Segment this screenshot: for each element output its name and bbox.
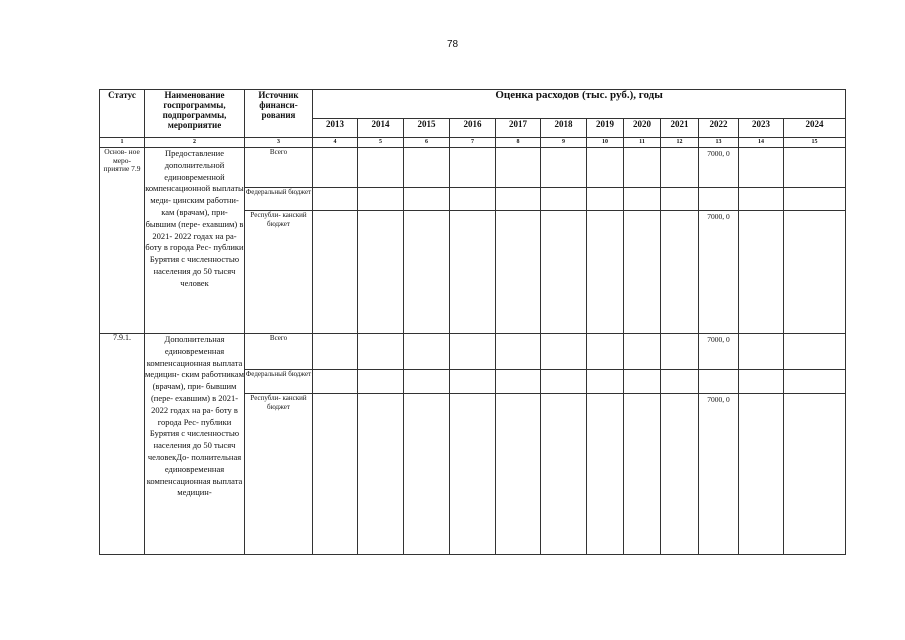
source-cell: Всего — [245, 334, 313, 370]
column-number: 2 — [145, 138, 245, 148]
source-cell: Федеральный бюджет — [245, 370, 313, 394]
source-cell: Республи- канский бюджет — [245, 394, 313, 555]
column-number: 3 — [245, 138, 313, 148]
year-header: 2023 — [739, 119, 784, 138]
source-cell: Всего — [245, 148, 313, 188]
year-header: 2018 — [541, 119, 587, 138]
source-cell: Республи- канский бюджет — [245, 211, 313, 334]
table-row — [100, 148, 846, 188]
value-2022-cell: 7000, 0 — [699, 394, 739, 555]
year-header: 2019 — [587, 119, 624, 138]
column-number: 11 — [624, 138, 661, 148]
value-2022-cell — [699, 188, 739, 211]
value-2022-cell — [699, 370, 739, 394]
year-header: 2014 — [358, 119, 404, 138]
table-row — [100, 334, 846, 370]
column-number: 7 — [450, 138, 496, 148]
column-number: 14 — [739, 138, 784, 148]
year-header: 2024 — [784, 119, 846, 138]
year-header: 2017 — [496, 119, 541, 138]
column-number: 13 — [699, 138, 739, 148]
year-header: 2022 — [699, 119, 739, 138]
value-2022-cell: 7000, 0 — [699, 211, 739, 334]
header-estimate: Оценка расходов (тыс. руб.), годы — [313, 90, 846, 119]
year-header: 2021 — [661, 119, 699, 138]
column-number: 4 — [313, 138, 358, 148]
column-number: 12 — [661, 138, 699, 148]
year-header: 2015 — [404, 119, 450, 138]
value-2022-cell: 7000, 0 — [699, 148, 739, 188]
header-status: Статус — [100, 90, 145, 138]
header-name: Наименование госпрограммы, подпрограммы, мероприятие — [145, 90, 245, 138]
value-2022-cell: 7000, 0 — [699, 334, 739, 370]
status-cell: 7.9.1. — [100, 334, 145, 555]
column-number: 6 — [404, 138, 450, 148]
column-number: 10 — [587, 138, 624, 148]
year-header: 2020 — [624, 119, 661, 138]
header-source: Источник финанси- рования — [245, 90, 313, 138]
column-number: 5 — [358, 138, 404, 148]
column-number-row — [100, 138, 846, 148]
year-header: 2016 — [450, 119, 496, 138]
name-cell: Предоставление дополнительной единовременной компенсационной выплаты меди- цинским работни- кам (врачам), при- бывшим (пере- ехавшим) в 2021- 2022 годах на ра- боту в города Рес- публики Бурятия с численностью населения до 50 тысяч человек — [145, 148, 245, 334]
expenses-table — [99, 89, 846, 555]
status-cell: Основ- ное меро- приятие 7.9 — [100, 148, 145, 334]
column-number: 9 — [541, 138, 587, 148]
source-cell: Федеральный бюджет — [245, 188, 313, 211]
name-cell: Дополнительная единовременная компенсационная выплата медицин- ским работникам (врачам), при- бывшим (пере- ехавшим) в 2021- 2022 годах на ра- боту в города Рес- публики Бурятия с численностью населения до 50 тысяч человекДо- полнительная единовременная компенсационная выплата медицин- — [145, 334, 245, 555]
column-number: 1 — [100, 138, 145, 148]
column-number: 15 — [784, 138, 846, 148]
column-number: 8 — [496, 138, 541, 148]
year-header: 2013 — [313, 119, 358, 138]
page-number: 78 — [446, 39, 459, 50]
